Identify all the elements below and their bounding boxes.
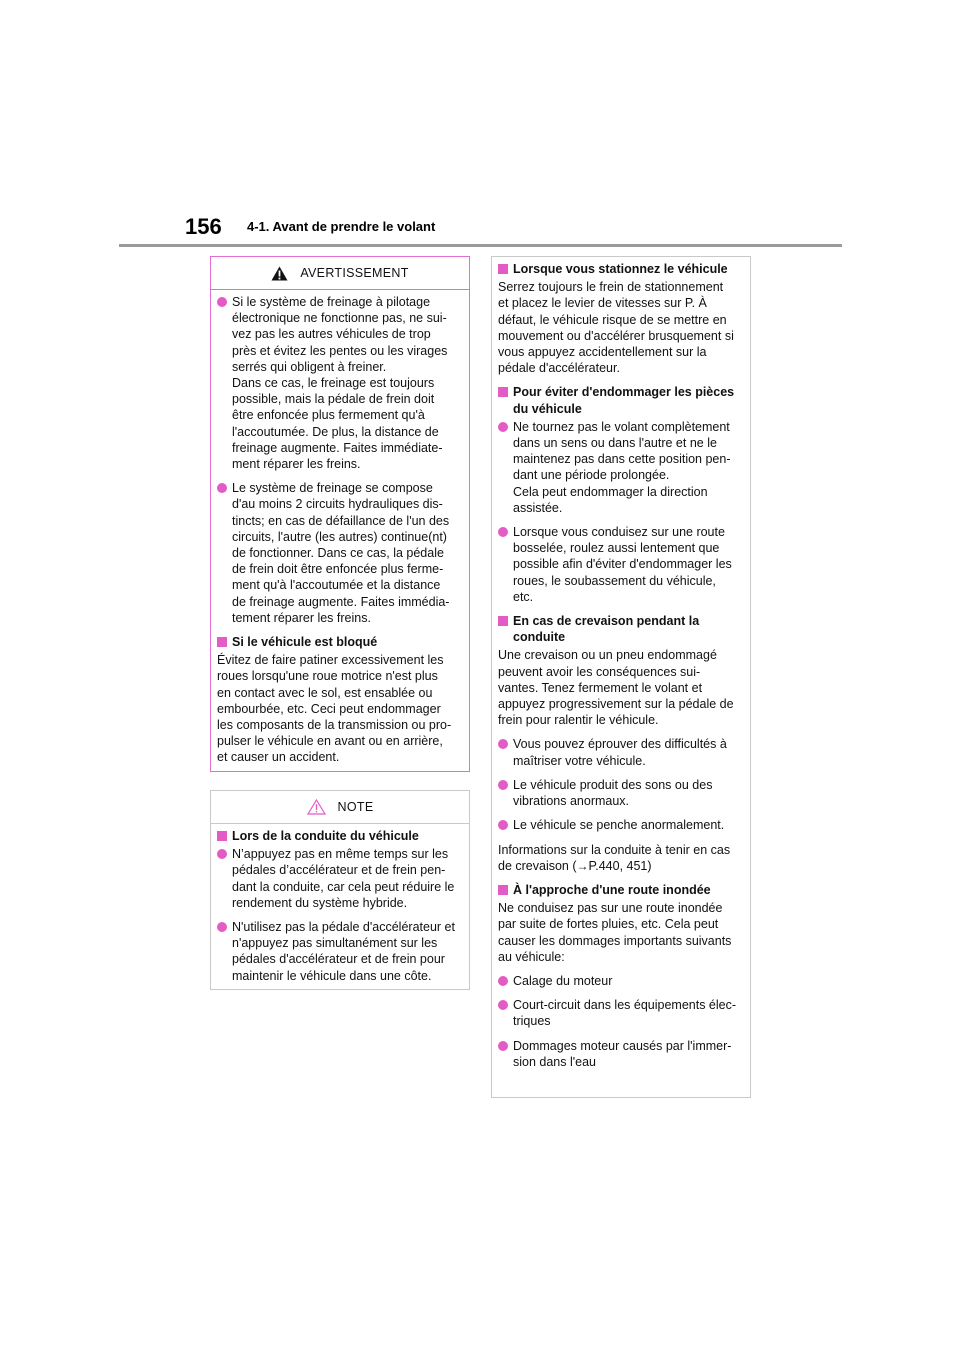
warning-box-header <box>211 257 469 290</box>
list-item-text: N’appuyez pas en même temps sur les pédales d’accélérateur et de frein pen- dant la conduite, car cela peut réduire le rendement du système hybride. <box>232 847 455 910</box>
list-item <box>217 919 462 984</box>
bullet-dot-icon <box>498 527 508 537</box>
warning-box-body <box>211 290 469 766</box>
warning-box-title: AVERTISSEMENT <box>300 266 409 280</box>
list-item <box>498 736 743 768</box>
caution-triangle-outline-icon <box>307 799 326 815</box>
subheading-text: À l'approche d'une route inondée <box>513 882 711 897</box>
page-header <box>0 0 960 250</box>
list-item-text: Si le système de freinage à pilotage électronique ne fonctionne pas, ne sui- vez pas les autres véhicules de trop près et évitez les pentes ou les virages serrés qui obligent à freiner. Dans ce cas, le freinage est toujours possible, mais la pédale de frein doit être enfoncée plus fermement qu'à l'accoutumée. De plus, la distance de freinage augmente. Faites immédiate- ment réparer les freins. <box>232 295 448 472</box>
list-item <box>498 419 743 516</box>
page-reference-link[interactable]: P.440, 451) <box>588 858 652 873</box>
warning-triangle-filled-icon <box>271 266 288 281</box>
bullet-dot-icon <box>498 780 508 790</box>
list-item <box>498 524 743 605</box>
square-bullet-icon <box>498 885 508 895</box>
bullet-dot-icon <box>217 297 227 307</box>
header-rule <box>119 244 842 247</box>
warning-box <box>210 256 470 772</box>
note-box-header <box>211 791 469 824</box>
subheading <box>498 882 743 898</box>
subheading-text: Si le véhicule est bloqué <box>232 635 378 650</box>
bullet-dot-icon <box>498 1000 508 1010</box>
list-item-text: Le véhicule se penche anormalement. <box>513 818 725 833</box>
list-item-text: Calage du moteur <box>513 973 613 988</box>
bullet-dot-icon <box>498 1041 508 1051</box>
list-item <box>217 480 462 626</box>
subheading <box>498 384 743 416</box>
note-box-title: NOTE <box>337 800 374 814</box>
subheading-text: Lorsque vous stationnez le véhicule <box>513 262 728 276</box>
subheading <box>217 828 462 844</box>
section-title: 4-1. Avant de prendre le volant <box>247 219 436 234</box>
subheading-text: Lors de la conduite du véhicule <box>232 829 419 843</box>
page-number: 156 <box>185 214 222 239</box>
info-box-body <box>492 257 750 1070</box>
list-item-text: Court-circuit dans les équipements élec- triques <box>513 998 737 1029</box>
subheading <box>498 613 743 645</box>
bullet-dot-icon <box>498 820 508 830</box>
paragraph-with-reference <box>498 842 743 874</box>
list-item-text: Le véhicule produit des sons ou des vibrations anormaux. <box>513 777 713 809</box>
bullet-dot-icon <box>498 976 508 986</box>
square-bullet-icon <box>498 616 508 626</box>
list-item <box>217 846 462 911</box>
list-item-text: Le système de freinage se compose d'au moins 2 circuits hydrauliques dis- tincts; en cas de défaillance de l'un des circuits, l'autre (les autres) continue(nt) de fonctionner. Dans ce cas, la pédale de frein doit être enfoncée plus ferme- ment qu'à l'accoutumée et la distance de freinage augmente. Faites immédia- tement réparer les freins. <box>232 481 450 625</box>
list-item-text: Vous pouvez éprouver des difficultés à maîtriser votre véhicule. <box>513 737 727 768</box>
paragraph: Évitez de faire patiner excessivement les roues lorsqu'une roue motrice n'est plus en contact avec le sol, est ensablée ou embourbée, etc. Ceci peut endommager les composants de la transmission ou pro- pulser le véhicule en avant ou en arrière, et causer un accident. <box>217 653 452 765</box>
list-item-text: Dommages moteur causés par l'immer- sion dans l'eau <box>513 1038 732 1069</box>
subheading-text: En cas de crevaison pendant la conduite <box>513 614 700 645</box>
square-bullet-icon <box>217 637 227 647</box>
bullet-dot-icon <box>498 422 508 432</box>
paragraph: Serrez toujours le frein de stationnement et placez le levier de vitesses sur P. À défaut, le véhicule risque de se mettre en mouvement ou d'accélérer brusquement si vous appuyez accidentellement sur la pédale d'accélérateur. <box>498 280 734 376</box>
paragraph-text: Informations sur la conduite à tenir en cas de crevaison ( <box>498 842 731 873</box>
list-item <box>217 294 462 472</box>
bullet-dot-icon <box>217 922 227 932</box>
bullet-dot-icon <box>217 483 227 493</box>
square-bullet-icon <box>217 831 227 841</box>
info-box <box>491 256 751 1098</box>
list-item <box>498 997 743 1029</box>
arrow-right-icon: → <box>576 858 589 873</box>
list-item <box>498 777 743 809</box>
subheading <box>217 634 462 650</box>
list-item-text: N'utilisez pas la pédale d'accélérateur et n'appuyez pas simultanément sur les pédales d'accélérateur et de frein pour maintenir le véhicule dans une côte. <box>232 920 455 983</box>
list-item <box>498 1038 743 1070</box>
square-bullet-icon <box>498 264 508 274</box>
paragraph: Ne conduisez pas sur une route inondée par suite de fortes pluies, etc. Cela peut causer les dommages importants suivants au véhicule: <box>498 901 732 964</box>
paragraph: Une crevaison ou un pneu endommagé peuvent avoir les conséquences sui- vantes. Tenez fermement le volant et appuyez progressivement sur la pédale de frein pour ralentir le véhicule. <box>498 648 734 728</box>
subheading-text: Pour éviter d'endommager les pièces du véhicule <box>513 385 735 416</box>
note-box-body <box>211 824 469 984</box>
square-bullet-icon <box>498 387 508 397</box>
bullet-dot-icon <box>217 849 227 859</box>
list-item <box>498 817 743 833</box>
list-item-text: Lorsque vous conduisez sur une route bosselée, roulez aussi lentement que possible afin d'éviter d'endommager les roues, le soubassement du véhicule, etc. <box>513 525 732 604</box>
list-item <box>498 973 743 989</box>
bullet-dot-icon <box>498 739 508 749</box>
note-box <box>210 790 470 990</box>
subheading <box>498 261 743 277</box>
list-item-text: Ne tournez pas le volant complètement dans un sens ou dans l'autre et ne le maintenez pas dans cette position pen- dant une période prolongée. Cela peut endommager la direction assistée. <box>513 419 731 515</box>
